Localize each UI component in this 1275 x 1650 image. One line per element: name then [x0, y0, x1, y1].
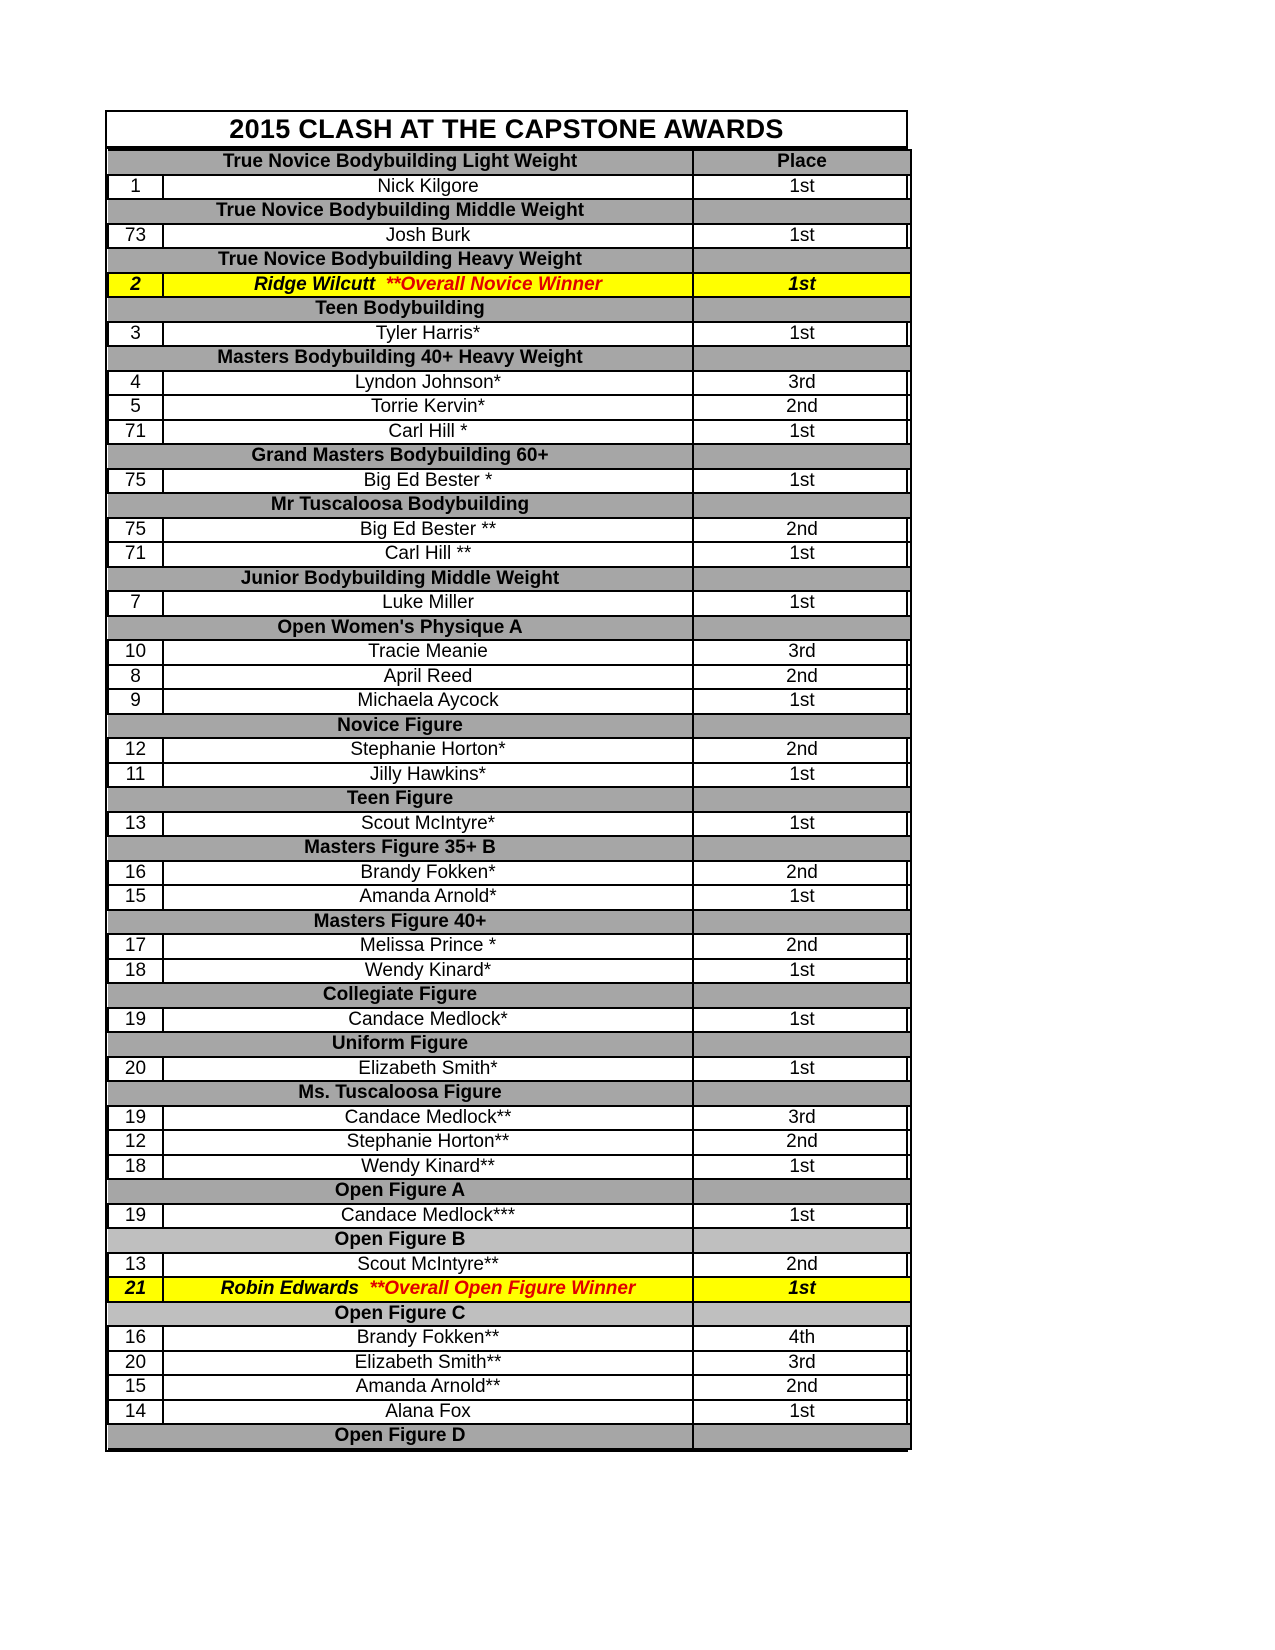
awards-sheet — [105, 110, 908, 1452]
competitor-row — [108, 371, 911, 396]
place-header — [693, 1179, 911, 1204]
category-row — [108, 199, 911, 224]
competitor-number: 5 — [108, 395, 163, 420]
place-header — [693, 567, 911, 592]
category-name: True Novice Bodybuilding Heavy Weight — [108, 248, 693, 273]
category-row — [108, 1032, 911, 1057]
competitor-name-cell — [163, 1277, 693, 1302]
competitor-row — [108, 1351, 911, 1376]
placement: 1st — [693, 885, 911, 910]
competitor-name: Tyler Harris* — [163, 322, 693, 347]
competitor-row — [108, 885, 911, 910]
category-name: True Novice Bodybuilding Middle Weight — [108, 199, 693, 224]
placement: 2nd — [693, 1375, 911, 1400]
placement: 1st — [693, 1008, 911, 1033]
placement: 2nd — [693, 395, 911, 420]
competitor-name: Brandy Fokken* — [163, 861, 693, 886]
placement: 4th — [693, 1326, 911, 1351]
competitor-row — [108, 469, 911, 494]
competitor-number: 11 — [108, 763, 163, 788]
placement: 1st — [693, 591, 911, 616]
placement: 3rd — [693, 1351, 911, 1376]
competitor-row — [108, 1204, 911, 1229]
competitor-number: 8 — [108, 665, 163, 690]
competitor-row — [108, 224, 911, 249]
competitor-row — [108, 812, 911, 837]
category-name: Masters Figure 40+ — [108, 910, 693, 935]
place-header — [693, 1032, 911, 1057]
placement: 1st — [693, 1400, 911, 1425]
competitor-row — [108, 738, 911, 763]
competitor-name: Carl Hill ** — [163, 542, 693, 567]
competitor-row — [108, 861, 911, 886]
competitor-name: Luke Miller — [163, 591, 693, 616]
competitor-name: Brandy Fokken** — [163, 1326, 693, 1351]
competitor-number: 12 — [108, 1130, 163, 1155]
competitor-number: 13 — [108, 812, 163, 837]
competitor-number: 75 — [108, 518, 163, 543]
place-header — [693, 297, 911, 322]
competitor-row — [108, 420, 911, 445]
category-row — [108, 910, 911, 935]
placement: 1st — [693, 273, 911, 298]
competitor-number: 75 — [108, 469, 163, 494]
placement: 1st — [693, 1057, 911, 1082]
place-header — [693, 910, 911, 935]
category-row — [108, 1179, 911, 1204]
competitor-name: Scout McIntyre** — [163, 1253, 693, 1278]
competitor-name: Elizabeth Smith** — [163, 1351, 693, 1376]
overall-winner-note: **Overall Open Figure Winner — [369, 1278, 636, 1300]
place-header — [693, 787, 911, 812]
competitor-name: Amanda Arnold* — [163, 885, 693, 910]
competitor-row — [108, 1253, 911, 1278]
competitor-number: 18 — [108, 1155, 163, 1180]
competitor-row — [108, 1375, 911, 1400]
competitor-row — [108, 322, 911, 347]
category-row — [108, 1081, 911, 1106]
competitor-number: 10 — [108, 640, 163, 665]
category-row — [108, 150, 911, 175]
competitor-name: Wendy Kinard* — [163, 959, 693, 984]
competitor-name: Alana Fox — [163, 1400, 693, 1425]
competitor-name: Big Ed Bester ** — [163, 518, 693, 543]
competitor-number: 20 — [108, 1351, 163, 1376]
competitor-number: 14 — [108, 1400, 163, 1425]
awards-table-body — [108, 150, 911, 1449]
category-name: Uniform Figure — [108, 1032, 693, 1057]
category-row — [108, 1302, 911, 1327]
competitor-row — [108, 640, 911, 665]
competitor-number: 15 — [108, 885, 163, 910]
placement: 1st — [693, 322, 911, 347]
competitor-name: Elizabeth Smith* — [163, 1057, 693, 1082]
competitor-name: Robin Edwards — [220, 1278, 359, 1300]
category-row — [108, 616, 911, 641]
category-name: Open Figure D — [108, 1424, 693, 1449]
competitor-row — [108, 518, 911, 543]
category-name: Mr Tuscaloosa Bodybuilding — [108, 493, 693, 518]
competitor-name: Candace Medlock* — [163, 1008, 693, 1033]
category-row — [108, 444, 911, 469]
placement: 1st — [693, 959, 911, 984]
category-name: Teen Bodybuilding — [108, 297, 693, 322]
competitor-name: Big Ed Bester * — [163, 469, 693, 494]
placement: 3rd — [693, 1106, 911, 1131]
sheet-title: 2015 CLASH AT THE CAPSTONE AWARDS — [107, 112, 906, 149]
placement: 2nd — [693, 1253, 911, 1278]
category-row — [108, 1228, 911, 1253]
competitor-number: 21 — [108, 1277, 163, 1302]
place-header — [693, 836, 911, 861]
winner-row — [108, 1277, 911, 1302]
placement: 1st — [693, 224, 911, 249]
place-header — [693, 714, 911, 739]
place-header — [693, 199, 911, 224]
competitor-row — [108, 591, 911, 616]
placement: 1st — [693, 542, 911, 567]
competitor-name: Candace Medlock*** — [163, 1204, 693, 1229]
competitor-row — [108, 763, 911, 788]
competitor-row — [108, 934, 911, 959]
category-row — [108, 567, 911, 592]
place-header — [693, 1228, 911, 1253]
placement: 2nd — [693, 934, 911, 959]
placement: 1st — [693, 689, 911, 714]
category-name: Open Women's Physique A — [108, 616, 693, 641]
place-header — [693, 1081, 911, 1106]
category-row — [108, 493, 911, 518]
competitor-row — [108, 1400, 911, 1425]
placement: 1st — [693, 1277, 911, 1302]
placement: 3rd — [693, 640, 911, 665]
competitor-number: 2 — [108, 273, 163, 298]
competitor-name: Scout McIntyre* — [163, 812, 693, 837]
competitor-number: 9 — [108, 689, 163, 714]
category-name: Novice Figure — [108, 714, 693, 739]
category-name: True Novice Bodybuilding Light Weight — [108, 150, 693, 175]
competitor-number: 20 — [108, 1057, 163, 1082]
competitor-name: Candace Medlock** — [163, 1106, 693, 1131]
placement: 2nd — [693, 665, 911, 690]
category-name: Open Figure B — [108, 1228, 693, 1253]
competitor-number: 18 — [108, 959, 163, 984]
placement: 2nd — [693, 861, 911, 886]
competitor-number: 71 — [108, 420, 163, 445]
competitor-row — [108, 1326, 911, 1351]
competitor-row — [108, 1008, 911, 1033]
category-row — [108, 983, 911, 1008]
placement: 1st — [693, 1204, 911, 1229]
competitor-name: Josh Burk — [163, 224, 693, 249]
competitor-row — [108, 395, 911, 420]
competitor-name: Torrie Kervin* — [163, 395, 693, 420]
competitor-name: Tracie Meanie — [163, 640, 693, 665]
overall-winner-note: **Overall Novice Winner — [385, 273, 603, 295]
category-name: Masters Bodybuilding 40+ Heavy Weight — [108, 346, 693, 371]
competitor-name: Ridge Wilcutt — [253, 273, 376, 295]
competitor-row — [108, 959, 911, 984]
competitor-number: 3 — [108, 322, 163, 347]
place-header — [693, 1302, 911, 1327]
competitor-number: 16 — [108, 861, 163, 886]
category-name: Open Figure C — [108, 1302, 693, 1327]
category-row — [108, 836, 911, 861]
category-row — [108, 248, 911, 273]
competitor-number: 19 — [108, 1008, 163, 1033]
category-row — [108, 297, 911, 322]
category-row — [108, 787, 911, 812]
competitor-name: Lyndon Johnson* — [163, 371, 693, 396]
place-header — [693, 616, 911, 641]
place-header — [693, 983, 911, 1008]
placement: 3rd — [693, 371, 911, 396]
winner-row — [108, 273, 911, 298]
place-header — [693, 493, 911, 518]
category-name: Masters Figure 35+ B — [108, 836, 693, 861]
competitor-name: Michaela Aycock — [163, 689, 693, 714]
placement: 1st — [693, 763, 911, 788]
competitor-number: 19 — [108, 1204, 163, 1229]
placement: 2nd — [693, 1130, 911, 1155]
competitor-name: Melissa Prince * — [163, 934, 693, 959]
competitor-name: Nick Kilgore — [163, 175, 693, 200]
competitor-number: 71 — [108, 542, 163, 567]
competitor-number: 16 — [108, 1326, 163, 1351]
placement: 2nd — [693, 738, 911, 763]
category-name: Collegiate Figure — [108, 983, 693, 1008]
place-header — [693, 1424, 911, 1449]
competitor-number: 73 — [108, 224, 163, 249]
place-header — [693, 444, 911, 469]
placement: 1st — [693, 420, 911, 445]
competitor-name: Carl Hill * — [163, 420, 693, 445]
category-row — [108, 346, 911, 371]
place-header — [693, 346, 911, 371]
competitor-name: Amanda Arnold** — [163, 1375, 693, 1400]
competitor-number: 12 — [108, 738, 163, 763]
competitor-row — [108, 1057, 911, 1082]
competitor-row — [108, 542, 911, 567]
competitor-name: Stephanie Horton* — [163, 738, 693, 763]
category-name: Ms. Tuscaloosa Figure — [108, 1081, 693, 1106]
place-header: Place — [693, 150, 911, 175]
competitor-name: Wendy Kinard** — [163, 1155, 693, 1180]
awards-table — [107, 149, 912, 1450]
competitor-name: Stephanie Horton** — [163, 1130, 693, 1155]
category-name: Junior Bodybuilding Middle Weight — [108, 567, 693, 592]
competitor-row — [108, 1155, 911, 1180]
category-row — [108, 714, 911, 739]
competitor-name: April Reed — [163, 665, 693, 690]
category-name: Teen Figure — [108, 787, 693, 812]
competitor-row — [108, 175, 911, 200]
competitor-number: 4 — [108, 371, 163, 396]
placement: 2nd — [693, 518, 911, 543]
competitor-number: 19 — [108, 1106, 163, 1131]
placement: 1st — [693, 812, 911, 837]
competitor-row — [108, 689, 911, 714]
competitor-row — [108, 1130, 911, 1155]
placement: 1st — [693, 469, 911, 494]
competitor-number: 13 — [108, 1253, 163, 1278]
competitor-number: 7 — [108, 591, 163, 616]
category-name: Open Figure A — [108, 1179, 693, 1204]
competitor-number: 17 — [108, 934, 163, 959]
placement: 1st — [693, 1155, 911, 1180]
competitor-number: 1 — [108, 175, 163, 200]
competitor-row — [108, 665, 911, 690]
competitor-name: Jilly Hawkins* — [163, 763, 693, 788]
competitor-row — [108, 1106, 911, 1131]
category-row — [108, 1424, 911, 1449]
place-header — [693, 248, 911, 273]
competitor-number: 15 — [108, 1375, 163, 1400]
competitor-name-cell — [163, 273, 693, 298]
placement: 1st — [693, 175, 911, 200]
category-name: Grand Masters Bodybuilding 60+ — [108, 444, 693, 469]
